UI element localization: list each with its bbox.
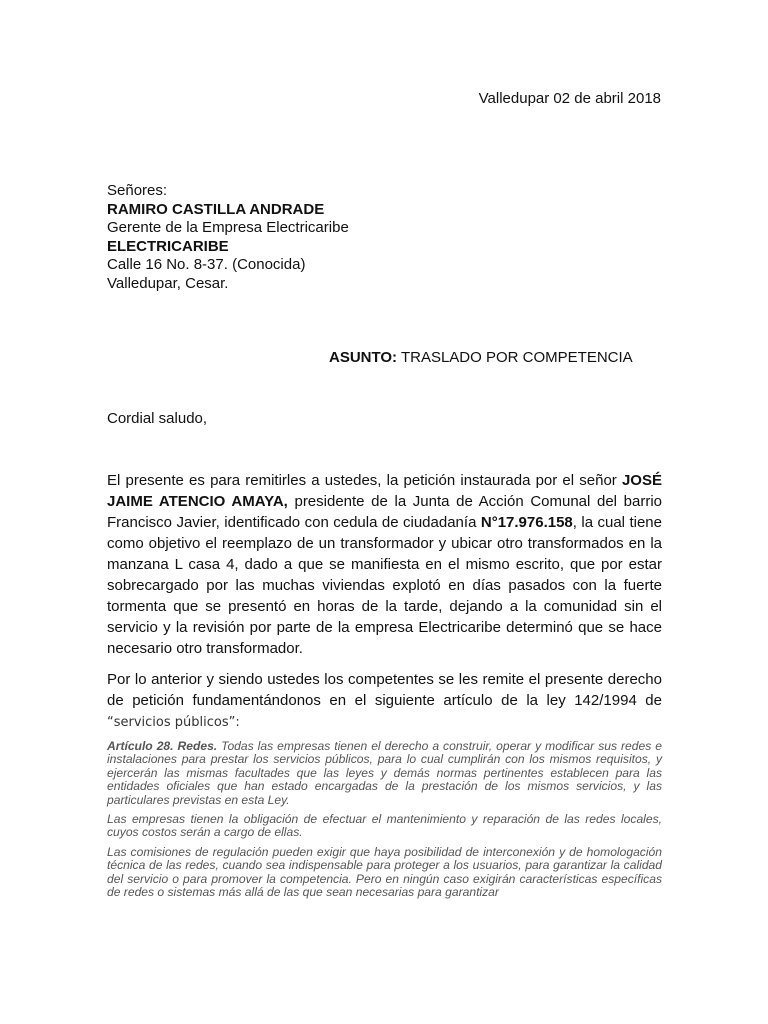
law-paragraph-1 — [107, 740, 662, 807]
recipient-address: Calle 16 No. 8-37. (Conocida) — [107, 256, 306, 273]
law-paragraph-2: Las empresas tienen la obligación de efectuar el mantenimiento y reparación de las redes locales, cuyos costos serán a cargo de ellas. — [107, 812, 662, 840]
subject-text: TRASLADO POR COMPETENCIA — [397, 349, 633, 366]
subject-line — [329, 349, 633, 366]
letter-body — [107, 470, 662, 743]
recipient-company: ELECTRICARIBE — [107, 237, 229, 255]
body-p1-middle: presidente de la Junta de Acción Comunal del barrio Francisco Javier, identificado con cedula de ciudadanía — [107, 493, 662, 531]
letter-date: Valledupar 02 de abril 2018 — [478, 90, 661, 107]
recipient-salutation: Señores: — [107, 182, 168, 199]
law-p1-text: Todas las empresas tienen el derecho a construir, operar y modificar sus redes e instalaciones para prestar los servicios públicos, para lo cual cumplirán con los mismos requisitos, y ejercerán las mismas facultades que las leyes y demás normas pertinentes establecen para las entidades oficiales que han estado encargadas de la prestación de los mismos servicios, y las particulares previstas en esta Ley. — [107, 739, 662, 807]
body-paragraph-2 — [107, 669, 662, 733]
body-p2-text: Por lo anterior y siendo ustedes los competentes se les remite el presente derecho de petición fundamentándonos en el siguiente artículo de la ley 142/1994 de — [107, 671, 662, 709]
subject-label: ASUNTO: — [329, 349, 398, 366]
body-paragraph-1 — [107, 470, 662, 659]
recipient-name: RAMIRO CASTILLA ANDRADE — [107, 200, 325, 218]
petitioner-name: JOSÉ JAIME ATENCIO AMAYA, — [107, 472, 662, 510]
body-p1-intro: El presente es para remitirles a ustedes, la petición instaurada por el señor — [107, 472, 622, 489]
recipient-position: Gerente de la Empresa Electricaribe — [107, 219, 349, 236]
law-paragraph-3: Las comisiones de regulación pueden exigir que haya posibilidad de interconexión y de homologación técnica de las redes, cuando sea indispensable para proteger a los usuarios, para garantizar la calidad del servicio o para promover la competencia. Pero en ningún caso exigirán características específicas de redes o sistemas más allá de las que sean necesarias para garantizar — [107, 844, 662, 900]
recipient-city: Valledupar, Cesar. — [107, 274, 229, 292]
article-label: Artículo 28. Redes. — [107, 739, 218, 753]
greeting: Cordial saludo, — [107, 410, 208, 427]
body-p1-end: , la cual tiene como objetivo el reemplazo de un transformador y ubicar otro transformados en la manzana L casa 4, dado a que se manifiesta en el mismo escrito, que por estar sobrecargado por las muchas viviendas explotó en días pasados con la fuerte tormenta que se presentó en horas de la tarde, dejando a la comunidad sin el servicio y la revisión por parte de la empresa Electricaribe determinó que se hace necesario otro transformador. — [107, 514, 662, 657]
law-excerpt — [107, 740, 662, 905]
law-name-quote: “servicios públicos”: — [107, 715, 240, 730]
petitioner-id: N°17.976.158 — [480, 514, 573, 531]
recipient-block — [107, 182, 349, 293]
